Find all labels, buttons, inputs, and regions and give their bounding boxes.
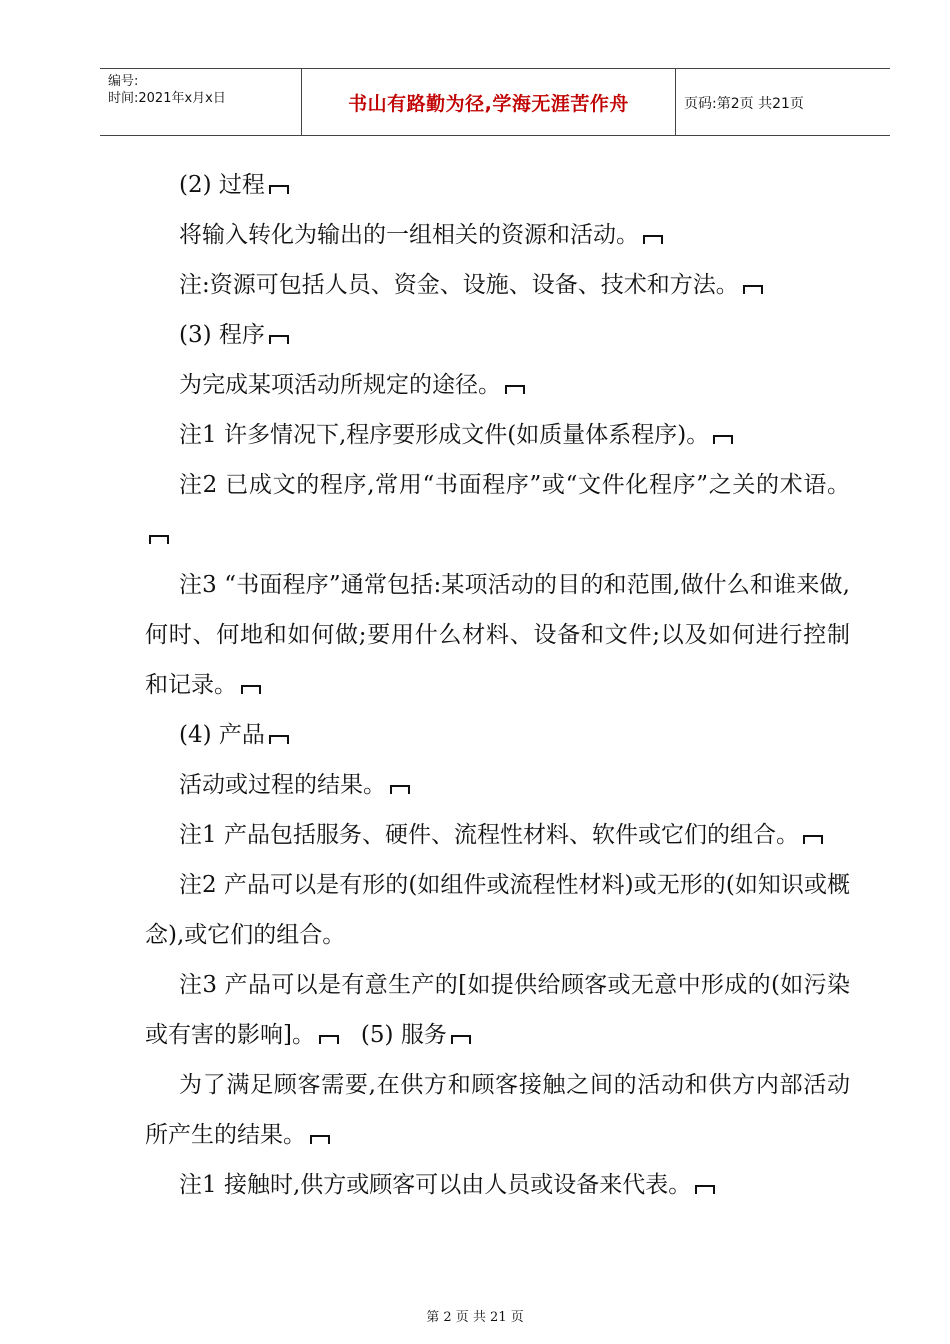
- page-footer: 第 2 页 共 21 页: [426, 1310, 524, 1325]
- note-paragraph: 注2 产品可以是有形的(如组件或流程性材料)或无形的(如知识或概念),或它们的组合。: [145, 872, 850, 948]
- paragraph-mark-icon: [451, 1035, 471, 1044]
- paragraph-mark-icon: [695, 1185, 715, 1194]
- note-paragraph: 注3 产品可以是有意生产的[如提供给顾客或无意中形成的(如污染或有害的影响]。 (5) 服务: [145, 972, 850, 1048]
- header-meta: [108, 73, 303, 107]
- header-divider: [675, 69, 676, 135]
- section-heading-process: (2) 过程: [145, 160, 850, 210]
- paragraph-mark-icon: [643, 235, 663, 244]
- paragraph-mark-icon: [505, 385, 525, 394]
- header-time-label: 时间:2021年x月x日: [108, 91, 226, 106]
- paragraph-mark-icon: [269, 335, 289, 344]
- section-heading-procedure: (3) 程序: [145, 310, 850, 360]
- section-heading-service: (5) 服务: [360, 1022, 447, 1048]
- paragraph-mark-icon: [390, 785, 410, 794]
- note-paragraph: 注3 “书面程序”通常包括:某项活动的目的和范围,做什么和谁来做,何时、何地和如何做;要用什么材料、设备和文件;以及如何进行控制和记录。: [145, 572, 850, 698]
- header-motto: 书山有路勤为径,学海无涯苦作舟: [348, 92, 629, 115]
- paragraph-mark-icon: [713, 435, 733, 444]
- note-paragraph: 注2 已成文的程序,常用“书面程序”或“文件化程序”之关的术语。: [145, 460, 850, 560]
- section-heading-product: (4) 产品: [145, 710, 850, 760]
- paragraph: 为完成某项活动所规定的途径。: [145, 360, 850, 410]
- note-paragraph: 注1 接触时,供方或顾客可以由人员或设备来代表。: [145, 1160, 850, 1210]
- paragraph-mark-icon: [743, 285, 763, 294]
- note-paragraph: 注1 许多情况下,程序要形成文件(如质量体系程序)。: [145, 410, 850, 460]
- note-paragraph: 注:资源可包括人员、资金、设施、设备、技术和方法。: [145, 260, 850, 310]
- page-header: [100, 68, 890, 136]
- paragraph-mark-icon: [269, 185, 289, 194]
- paragraph: 活动或过程的结果。: [145, 760, 850, 810]
- paragraph-mark-icon: [803, 835, 823, 844]
- paragraph-mark-icon: [310, 1135, 330, 1144]
- paragraph-mark-icon: [269, 735, 289, 744]
- paragraph-mark-icon: [319, 1035, 339, 1044]
- header-number-label: 编号:: [108, 74, 139, 89]
- paragraph: 为了满足顾客需要,在供方和顾客接触之间的活动和供方内部活动所产生的结果。: [145, 1072, 850, 1148]
- paragraph-mark-icon: [149, 535, 169, 544]
- paragraph: 将输入转化为输出的一组相关的资源和活动。: [145, 210, 850, 260]
- header-page-info: 页码:第2页 共21页: [684, 96, 804, 112]
- document-body: [145, 160, 850, 1210]
- paragraph-mark-icon: [241, 685, 261, 694]
- note-paragraph: 注1 产品包括服务、硬件、流程性材料、软件或它们的组合。: [145, 810, 850, 860]
